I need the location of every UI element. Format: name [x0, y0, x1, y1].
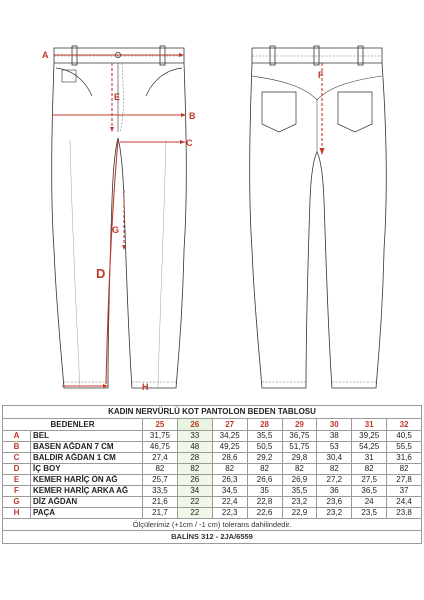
- measurement-value: 22,9: [282, 508, 317, 519]
- measurement-value: 36,75: [282, 431, 317, 442]
- measurement-value: 23,5: [352, 508, 387, 519]
- table-title-row: [3, 406, 422, 419]
- table-row: [3, 486, 422, 497]
- label-g: G: [112, 225, 120, 235]
- back-measurements: [318, 63, 325, 155]
- measurement-value: 24,4: [387, 497, 422, 508]
- measurement-value: 22: [177, 497, 212, 508]
- measurement-value: 39,25: [352, 431, 387, 442]
- measurement-value: 29,2: [247, 453, 282, 464]
- measurement-value: 37: [387, 486, 422, 497]
- measurement-value: 34,25: [212, 431, 247, 442]
- measurement-letter: G: [3, 497, 31, 508]
- measurement-value: 24: [352, 497, 387, 508]
- measurement-value: 82: [247, 464, 282, 475]
- table-row: [3, 453, 422, 464]
- measurement-value: 82: [352, 464, 387, 475]
- measurement-value: 23,2: [282, 497, 317, 508]
- measurement-value: 31,6: [387, 453, 422, 464]
- label-h: H: [142, 382, 149, 392]
- measurement-value: 21,7: [143, 508, 178, 519]
- measurement-label: İÇ BOY: [31, 464, 143, 475]
- front-measurement-arrows: [103, 53, 186, 388]
- size-header: 25: [143, 419, 178, 431]
- measurement-value: 28,6: [212, 453, 247, 464]
- measurement-value: 22: [177, 508, 212, 519]
- measurement-value: 22,6: [247, 508, 282, 519]
- measurement-value: 31,75: [143, 431, 178, 442]
- measurement-label: BALDIR AĞDAN 1 CM: [31, 453, 143, 464]
- measurement-letter: H: [3, 508, 31, 519]
- size-header: 26: [177, 419, 212, 431]
- product-code-row: [2, 531, 422, 544]
- measurement-value: 21,6: [143, 497, 178, 508]
- measurement-value: 55,5: [387, 442, 422, 453]
- label-c: C: [186, 138, 193, 148]
- label-d: D: [96, 266, 106, 281]
- size-table-section: [2, 405, 422, 544]
- tolerance-note-row: [2, 519, 422, 531]
- table-header-row: [3, 419, 422, 431]
- measurement-letter: C: [3, 453, 31, 464]
- table-row: [3, 497, 422, 508]
- measurement-value: 31: [352, 453, 387, 464]
- label-a: A: [42, 50, 49, 60]
- sizes-header-label: BEDENLER: [3, 419, 143, 431]
- label-b: B: [189, 111, 196, 121]
- measurement-value: 48: [177, 442, 212, 453]
- measurement-value: 33: [177, 431, 212, 442]
- table-row: [3, 508, 422, 519]
- table-row: [3, 442, 422, 453]
- measurement-value: 25,7: [143, 475, 178, 486]
- measurement-value: 33,5: [143, 486, 178, 497]
- measurement-value: 54,25: [352, 442, 387, 453]
- measurement-value: 82: [282, 464, 317, 475]
- size-header: 27: [212, 419, 247, 431]
- measurement-value: 34: [177, 486, 212, 497]
- measurement-letter: E: [3, 475, 31, 486]
- table-row: [3, 431, 422, 442]
- measurement-value: 27,4: [143, 453, 178, 464]
- measurement-value: 27,2: [317, 475, 352, 486]
- measurement-value: 50,5: [247, 442, 282, 453]
- size-table: [2, 405, 422, 519]
- measurement-value: 27,5: [352, 475, 387, 486]
- measurement-value: 35,5: [282, 486, 317, 497]
- size-header: 29: [282, 419, 317, 431]
- table-row: [3, 475, 422, 486]
- measurement-value: 23,8: [387, 508, 422, 519]
- measurement-value: 82: [387, 464, 422, 475]
- measurement-value: 26: [177, 475, 212, 486]
- table-row: [3, 464, 422, 475]
- measurement-label: KEMER HARİÇ ARKA AĞ: [31, 486, 143, 497]
- measurement-value: 26,9: [282, 475, 317, 486]
- measurement-value: 28: [177, 453, 212, 464]
- back-view-jeans: [250, 46, 386, 388]
- measurement-letter: B: [3, 442, 31, 453]
- measurement-value: 35,5: [247, 431, 282, 442]
- measurement-value: 26,3: [212, 475, 247, 486]
- measurement-value: 82: [177, 464, 212, 475]
- size-header: 32: [387, 419, 422, 431]
- measurement-value: 23,2: [317, 508, 352, 519]
- label-e: E: [114, 92, 121, 102]
- measurement-label: KEMER HARİÇ ÖN AĞ: [31, 475, 143, 486]
- front-measurements: [52, 55, 186, 386]
- measurement-value: 22,3: [212, 508, 247, 519]
- measurement-value: 38: [317, 431, 352, 442]
- measurement-value: 51,75: [282, 442, 317, 453]
- measurement-label: BASEN AĞDAN 7 CM: [31, 442, 143, 453]
- size-header: 30: [317, 419, 352, 431]
- measurement-value: 30,4: [317, 453, 352, 464]
- label-f: F: [318, 70, 324, 80]
- size-header: 28: [247, 419, 282, 431]
- measurement-value: 82: [143, 464, 178, 475]
- tolerance-note: Ölçülerimiz (+1cm / -1 cm) tolerans dahilindedir.: [132, 520, 292, 529]
- measurement-label: DİZ AĞDAN: [31, 497, 143, 508]
- measurement-value: 34,5: [212, 486, 247, 497]
- measurement-label: BEL: [31, 431, 143, 442]
- measurement-value: 23,6: [317, 497, 352, 508]
- size-header: 31: [352, 419, 387, 431]
- measurement-letter: F: [3, 486, 31, 497]
- measurement-value: 46,75: [143, 442, 178, 453]
- measurement-value: 26,6: [247, 475, 282, 486]
- measurement-value: 22,8: [247, 497, 282, 508]
- measurement-label: PAÇA: [31, 508, 143, 519]
- measurement-letter: D: [3, 464, 31, 475]
- measurement-value: 22,4: [212, 497, 247, 508]
- measurement-value: 53: [317, 442, 352, 453]
- measurement-value: 35: [247, 486, 282, 497]
- measurement-value: 49,25: [212, 442, 247, 453]
- measurement-value: 40,5: [387, 431, 422, 442]
- measurement-value: 82: [212, 464, 247, 475]
- measurement-value: 27,8: [387, 475, 422, 486]
- table-title: KADIN NERVÜRLÜ KOT PANTOLON BEDEN TABLOSU: [3, 406, 422, 419]
- measurement-value: 82: [317, 464, 352, 475]
- measurement-value: 36,5: [352, 486, 387, 497]
- measurement-value: 29,8: [282, 453, 317, 464]
- measurement-value: 36: [317, 486, 352, 497]
- product-code: BALİNS 312 - 2JA/6559: [171, 532, 253, 541]
- measurement-letter: A: [3, 431, 31, 442]
